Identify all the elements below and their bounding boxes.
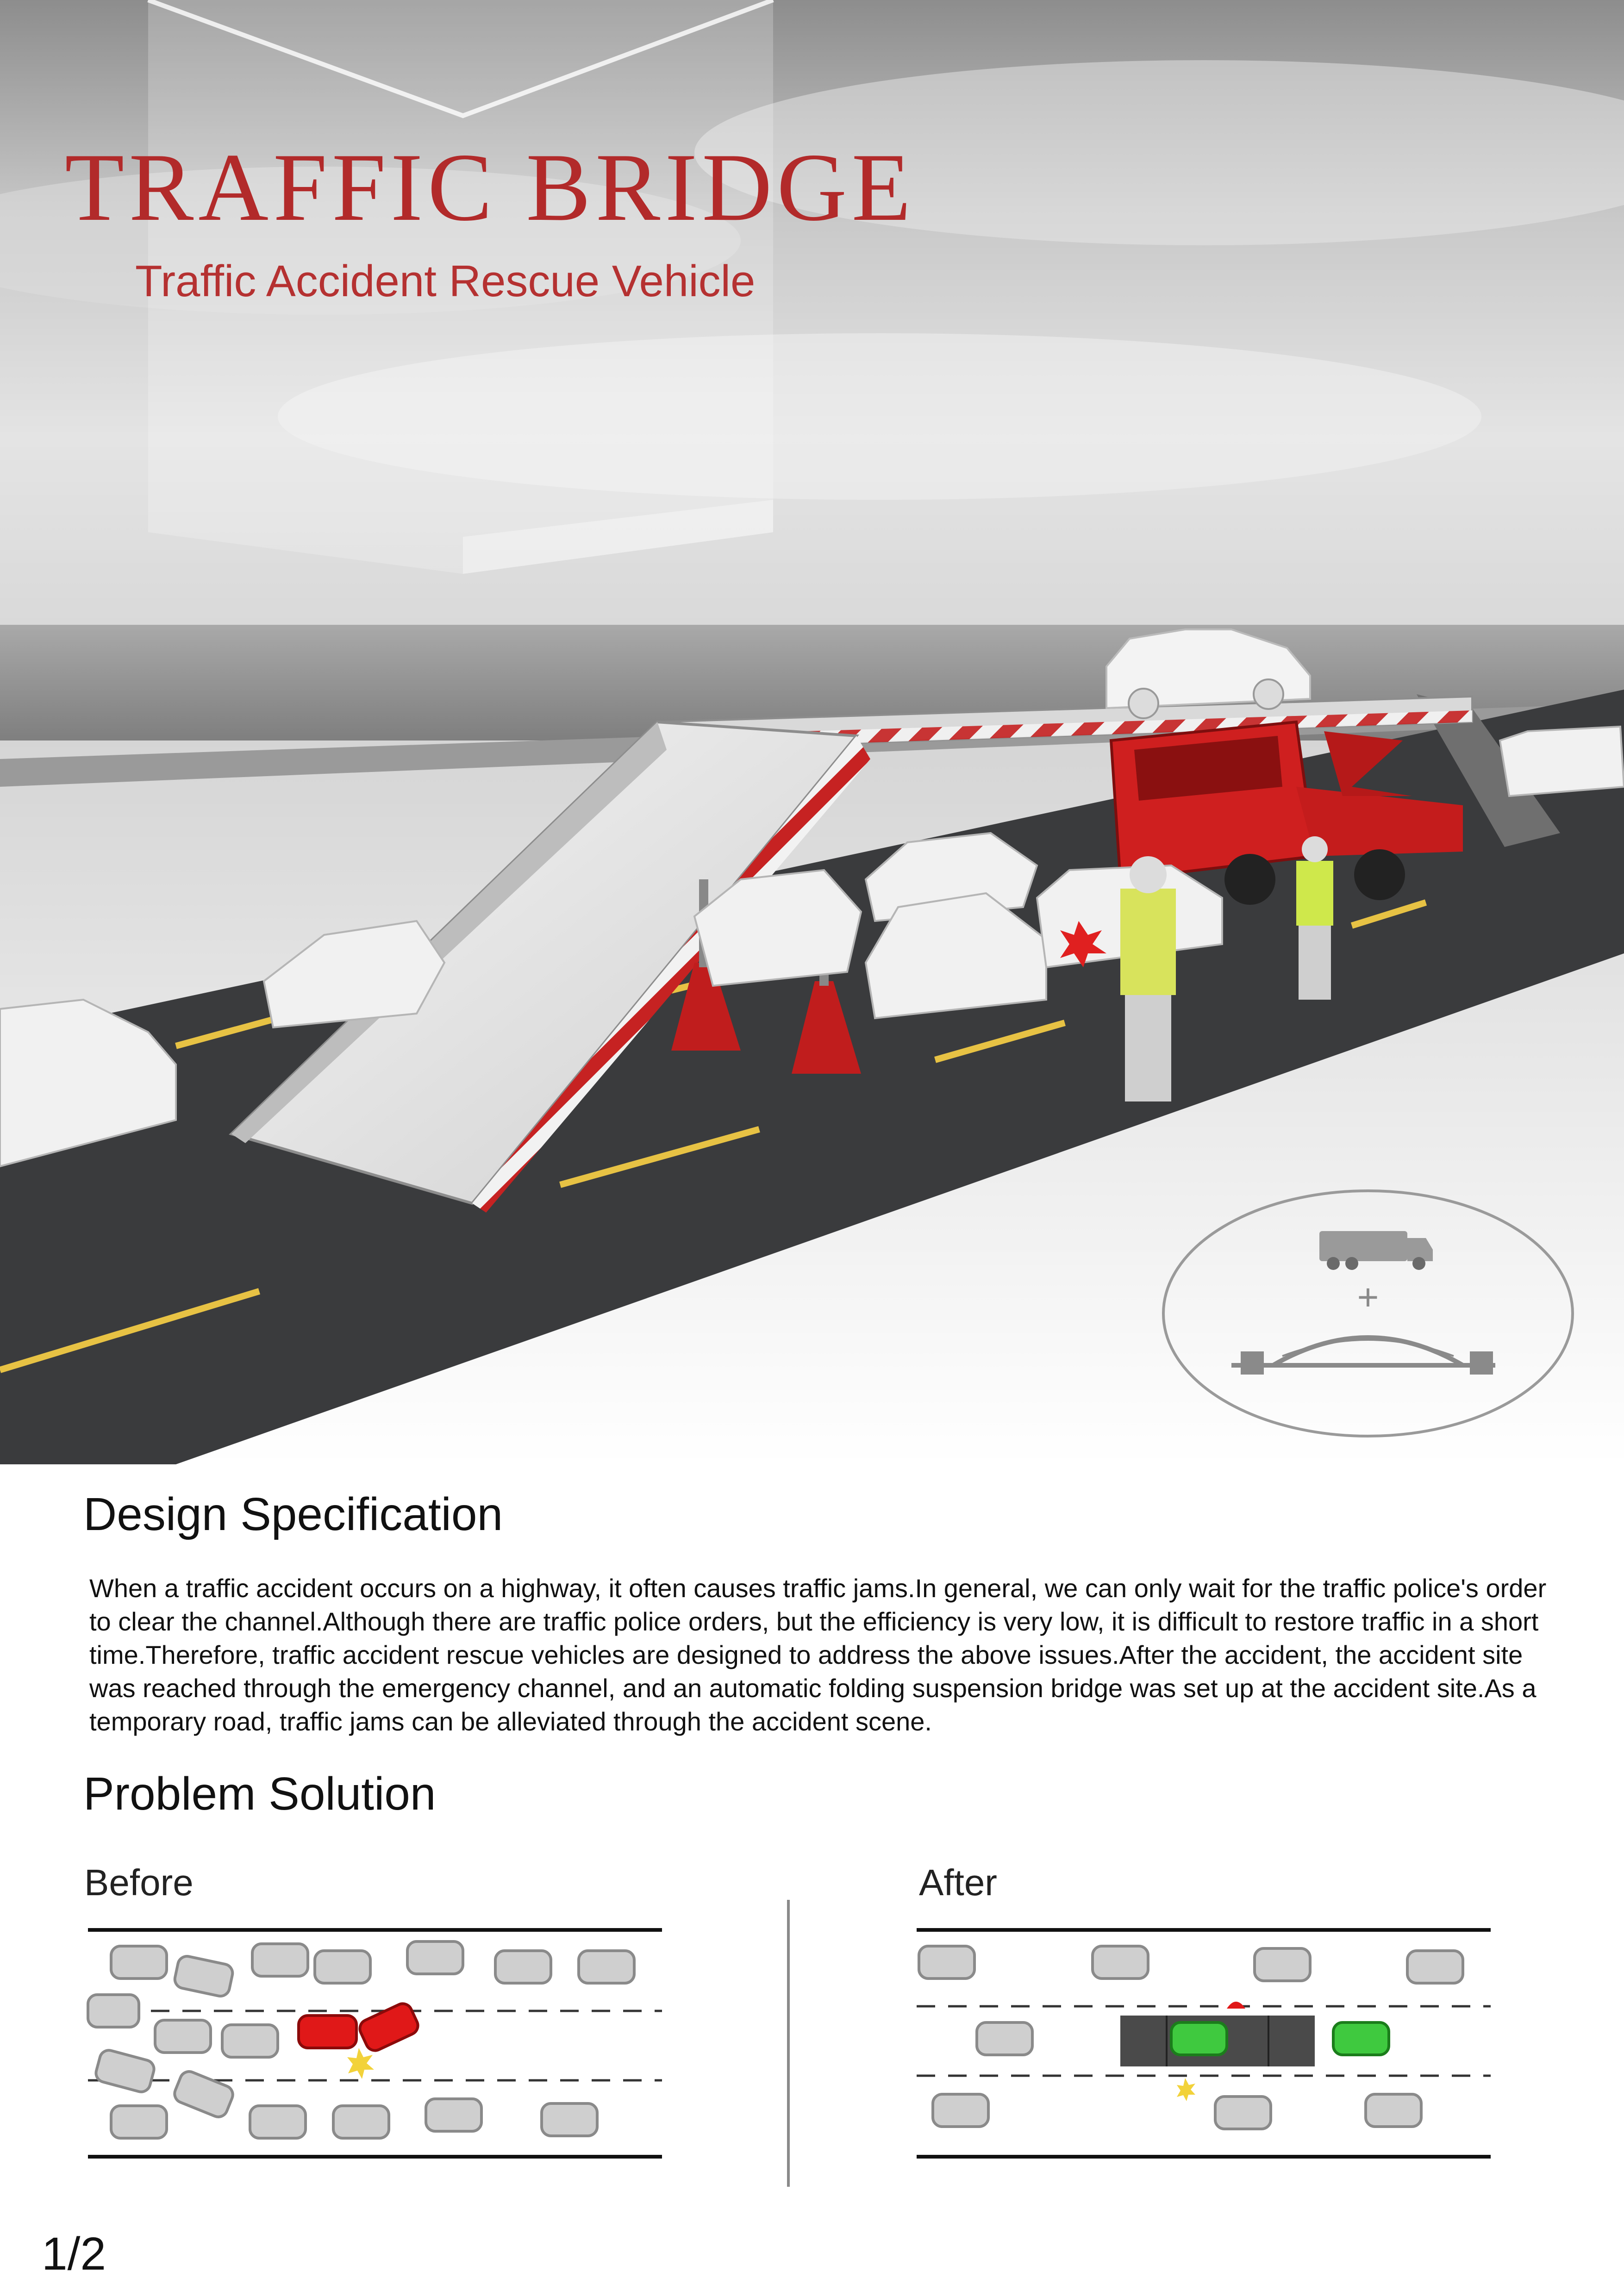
plus-symbol: +: [1357, 1276, 1379, 1318]
problem-solution-heading: Problem Solution: [83, 1768, 436, 1820]
page-number: 1/2: [42, 2228, 106, 2280]
design-spec-heading: Design Specification: [83, 1488, 503, 1540]
design-spec-body: When a traffic accident occurs on a highway, it often causes traffic jams.In general, we can only wait for the traffic police's order to clear the channel.Although there are traffic police orders, but the efficiency is very low, it is difficult to restore traffic in a short time.Therefore, traffic accident rescue vehicles are designed to address the above issues.After the accident, the accident site was reached through the emergency channel, and an automatic folding suspension bridge was set up at the accident site.As a temporary road, traffic jams can be alleviated through the accident scene.: [89, 1574, 1547, 1736]
page-title: TRAFFIC BRIDGE: [65, 134, 916, 241]
after-diagram: [912, 1925, 1495, 2166]
collision-spark-small: [1177, 2078, 1195, 2101]
column-divider: [787, 1900, 790, 2187]
before-diagram: [83, 1925, 667, 2166]
page-subtitle: Traffic Accident Rescue Vehicle: [135, 256, 756, 306]
crashed-cars: [299, 2001, 421, 2053]
jammed-cars: [88, 1941, 634, 2138]
accident-marker: [1227, 2002, 1245, 2009]
after-label: After: [919, 1862, 997, 1903]
before-label: Before: [84, 1862, 194, 1903]
collision-spark: [347, 2048, 374, 2079]
